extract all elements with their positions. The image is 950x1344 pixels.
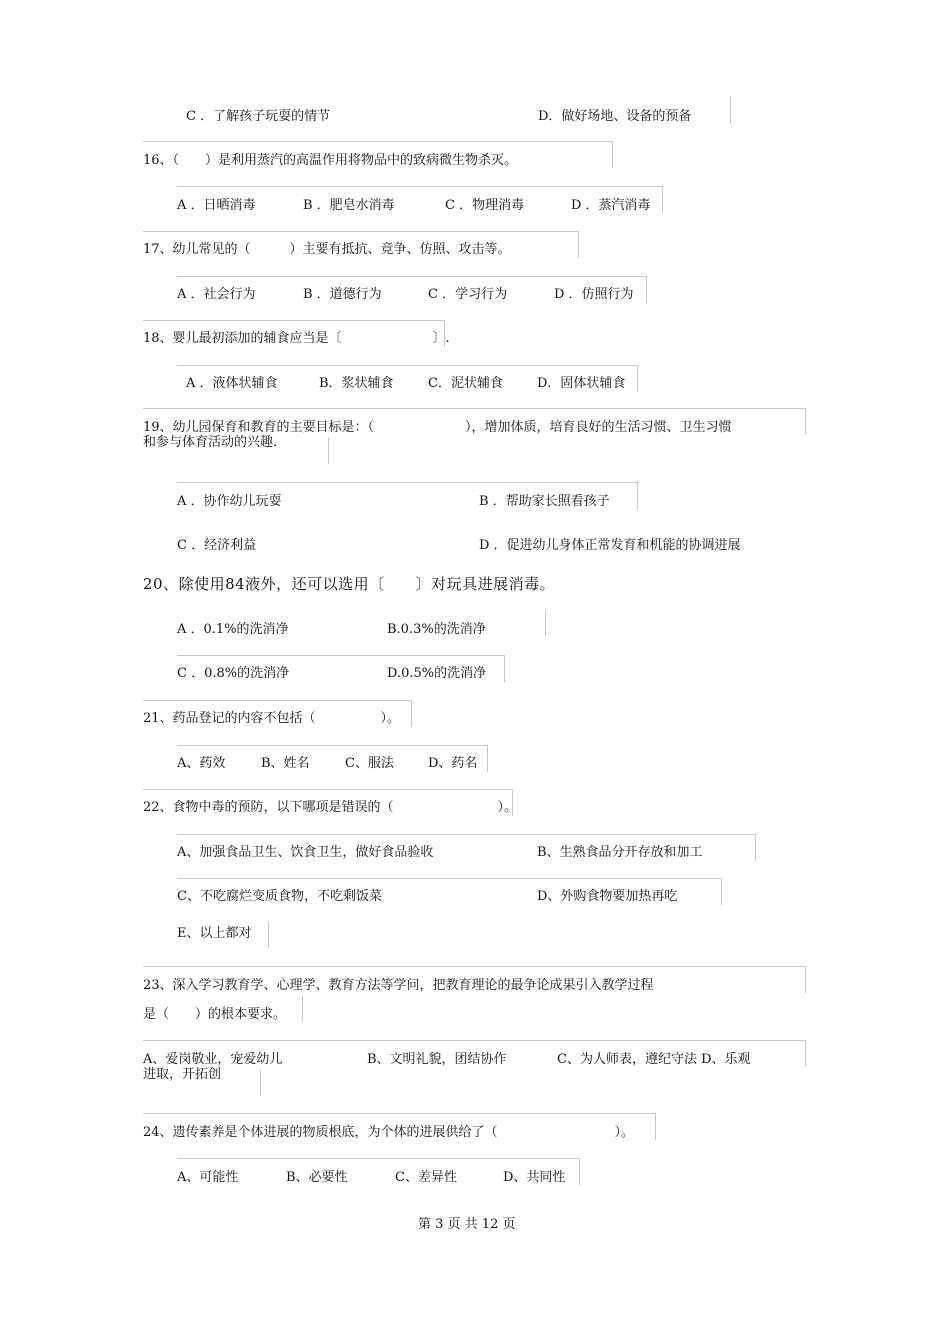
question-16-option-a: A ．日晒消毒	[177, 198, 256, 213]
rule-line	[328, 438, 329, 464]
question-23-option-d-cont: 进取，开拓创	[143, 1067, 222, 1082]
rule-line	[260, 1070, 261, 1096]
question-16-option-d: D ．蒸汽消毒	[571, 198, 651, 213]
question-17-option-d: D ．仿照行为	[554, 287, 634, 302]
question-19-stem-line1: 19、幼儿园保育和教育的主要目标是：（ ），增加体质，培育良好的生活习惯、卫生习惯	[143, 420, 732, 435]
question-23-option-b: B、文明礼貌，团结协作	[367, 1052, 507, 1067]
question-17-option-a: A ．社会行为	[177, 287, 256, 302]
question-16-option-b: B ．肥皂水消毒	[303, 198, 395, 213]
rule-line	[268, 922, 269, 948]
question-18-option-a: A ．液体状辅食	[186, 376, 278, 391]
question-19-option-b: B ．帮助家长照看孩子	[479, 494, 610, 509]
question-23-option-a: A、爱岗敬业，宠爱幼儿	[143, 1052, 283, 1067]
question-18-option-c: C．泥状辅食	[428, 376, 503, 391]
question-20-stem: 20、除使用84液外，还可以选用〔 〕对玩具进展消毒。	[143, 575, 556, 593]
question-22-stem: 22、食物中毒的预防，以下哪项是错误的（ ）。	[143, 800, 518, 815]
question-22-option-d: D、外购食物要加热再吃	[537, 889, 678, 904]
page-number: 第 3 页 共 12 页	[418, 1217, 516, 1232]
question-18-option-b: B．浆状辅食	[319, 376, 394, 391]
question-20-option-b: B.0.3%的洗消净	[387, 622, 486, 637]
question-20-option-c: C ．0.8%的洗消净	[177, 666, 290, 681]
question-19-option-a: A ．协作幼儿玩耍	[177, 494, 282, 509]
option-d: D．做好场地、设备的预备	[538, 109, 692, 124]
rule-line	[302, 996, 303, 1022]
question-19-stem-line2: 和参与体育活动的兴趣．	[143, 435, 287, 450]
question-22-option-c: C、不吃腐烂变质食物，不吃剩饭菜	[177, 889, 382, 904]
question-16-stem: 16、（ ）是利用蒸汽的高温作用将物品中的致病微生物杀灭。	[143, 153, 518, 168]
question-24-option-b: B、必要性	[286, 1170, 348, 1185]
question-16-option-c: C ．物理消毒	[445, 198, 525, 213]
question-21-option-a: A、药效	[177, 756, 226, 771]
question-24-stem: 24、遗传素养是个体进展的物质根底，为个体的进展供给了（ ）。	[143, 1125, 635, 1140]
question-17-stem: 17、幼儿常见的（ ）主要有抵抗、竞争、仿照、攻击等。	[143, 242, 511, 257]
question-24-option-c: C、差异性	[395, 1170, 457, 1185]
question-19-option-c: C ．经济利益	[177, 538, 257, 553]
question-23-option-c: C、为人师表，遵纪守法 D、乐观	[557, 1052, 751, 1067]
question-23-stem-line2: 是（ ）的根本要求。	[143, 1007, 287, 1022]
question-17-option-b: B ．道德行为	[303, 287, 382, 302]
question-21-option-c: C、服法	[345, 756, 394, 771]
question-24-option-a: A、可能性	[177, 1170, 239, 1185]
rule-line	[545, 610, 546, 636]
question-22-option-a: A、加强食品卫生、饮食卫生，做好食品验收	[177, 845, 434, 860]
question-20-option-d: D.0.5%的洗消净	[387, 666, 487, 681]
question-17-option-c: C ．学习行为	[428, 287, 508, 302]
question-20-option-a: A ．0.1%的洗消净	[177, 622, 289, 637]
rule-line	[730, 96, 731, 124]
question-22-option-b: B、生熟食品分开存放和加工	[537, 845, 703, 860]
question-21-option-d: D、药名	[428, 756, 478, 771]
question-19-option-d: D ．促进幼儿身体正常发育和机能的协调进展	[479, 538, 741, 553]
question-21-stem: 21、药品登记的内容不包括（ ）。	[143, 711, 401, 726]
question-24-option-d: D、共同性	[503, 1170, 566, 1185]
question-22-option-e: E、以上都对	[177, 926, 252, 941]
question-18-option-d: D．固体状辅食	[537, 376, 626, 391]
question-23-stem-line1: 23、深入学习教育学、心理学、教育方法等学问，把教育理论的最争论成果引入教学过程	[143, 978, 654, 993]
question-21-option-b: B、姓名	[261, 756, 310, 771]
question-18-stem: 18、婴儿最初添加的辅食应当是〔 〕.	[143, 331, 450, 346]
option-c: C ．了解孩子玩耍的情节	[186, 109, 331, 124]
